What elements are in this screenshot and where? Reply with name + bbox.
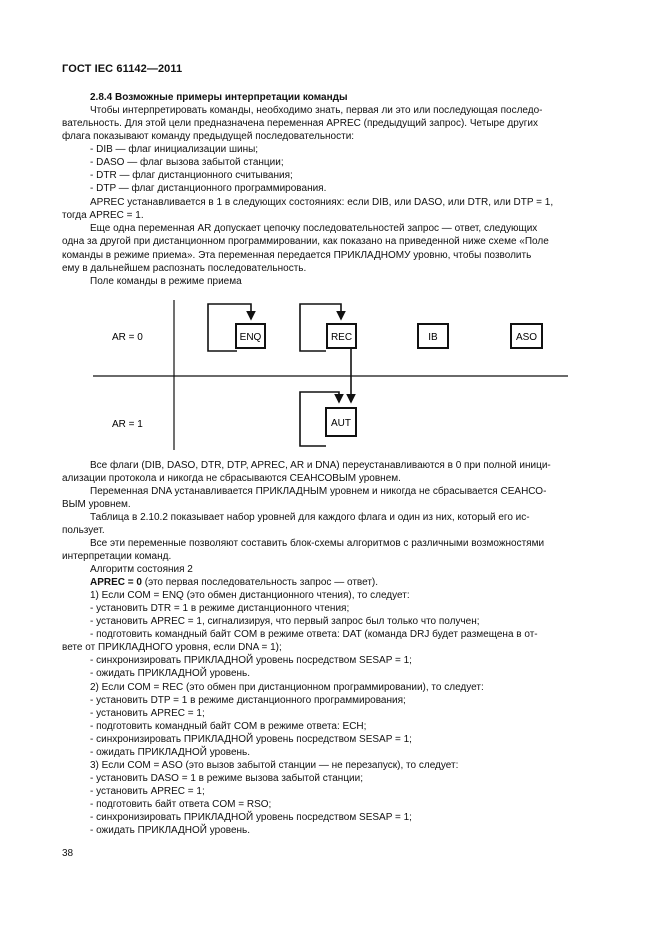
list-item: - установить DTR = 1 в режиме дистанционного чтения; [90, 603, 350, 614]
text-line: Все флаги (DIB, DASO, DTR, DTP, APREC, AR и DNA) переустанавливаются в 0 при полной иници- [90, 460, 551, 471]
list-item: - ожидать ПРИКЛАДНОЙ уровень. [90, 668, 251, 679]
aprec-bold: APREC = 0 [90, 577, 142, 588]
command-field-diagram [0, 290, 661, 450]
list-item: - подготовить командный байт COM в режиме ответа: ECH; [90, 721, 367, 732]
label-ar1: AR = 1 [112, 419, 143, 430]
text-line: ализации протокола и никогда не сбрасываются СЕАНСОВЫМ уровнем. [62, 473, 401, 484]
list-item: - установить DTP = 1 в режиме дистанционного программирования; [90, 695, 406, 706]
enq-label: ENQ [239, 332, 262, 343]
algo-step: 1) Если COM = ENQ (это обмен дистанционного чтения), то следует: [90, 590, 410, 601]
list-item: - установить APREC = 1, сигнализируя, что первый запрос был только что получен; [90, 616, 480, 627]
text-line: APREC устанавливается в 1 в следующих состояниях: если DIB, или DASO, или DTR, или DTP = 1, [90, 197, 554, 208]
aprec-rest: (это первая последовательность запрос — ответ). [141, 577, 379, 588]
ib-label: IB [428, 332, 438, 343]
list-item: - DIB — флаг инициализации шины; [90, 144, 259, 155]
text-line: Чтобы интерпретировать команды, необходимо знать, первая ли это или последующая последо- [90, 105, 543, 116]
list-item: - подготовить командный байт COM в режиме ответа: DAT (команда DRJ будет размещена в от- [90, 629, 538, 640]
aut-label: AUT [331, 418, 351, 429]
text-line: интерпретации команд. [62, 551, 172, 562]
document-header: ГОСТ IEC 61142—2011 [62, 63, 183, 75]
algo-step: 2) Если COM = REC (это обмен при дистанционном программировании), то следует: [90, 682, 484, 693]
algo-step: 3) Если COM = ASO (это вызов забытой станции — не перезапуск), то следует: [90, 760, 459, 771]
text-line: ему в дальнейшем распознать последовательность. [62, 263, 307, 274]
text-line: флага показывают команду предыдущей последовательности: [62, 131, 355, 142]
list-item: - DTP — флаг дистанционного программирования. [90, 183, 327, 194]
list-item: - установить DASO = 1 в режиме вызова забытой станции; [90, 773, 364, 784]
list-item: - установить APREC = 1; [90, 786, 205, 797]
list-item: - ожидать ПРИКЛАДНОЙ уровень. [90, 825, 251, 836]
label-ar0: AR = 0 [112, 332, 143, 343]
text-line: пользует. [62, 525, 105, 536]
section-heading: 2.8.4 Возможные примеры интерпретации команды [90, 92, 348, 103]
aso-label: ASO [515, 332, 538, 343]
list-item: - синхронизировать ПРИКЛАДНОЙ уровень посредством SESAP = 1; [90, 812, 412, 823]
aprec-line [90, 577, 378, 589]
list-item: - ожидать ПРИКЛАДНОЙ уровень. [90, 747, 251, 758]
list-item: - синхронизировать ПРИКЛАДНОЙ уровень посредством SESAP = 1; [90, 734, 412, 745]
text-line: Переменная DNA устанавливается ПРИКЛАДНЫМ уровнем и никогда не сбрасывается СЕАНСО- [90, 486, 547, 497]
text-line: команды в режиме приема». Эта переменная передается ПРИКЛАДНОМУ уровню, чтобы позволить [62, 250, 532, 261]
text-line: тогда APREC = 1. [62, 210, 144, 221]
text-line: Все эти переменные позволяют составить блок-схемы алгоритмов с различными возможностями [90, 538, 545, 549]
text-line: одна за другой при дистанционном программировании, как показано на приведенной ниже схеме «Поле [62, 236, 549, 247]
text-line: вательность. Для этой цели предназначена переменная APREC (предыдущий запрос). Четыре других [62, 118, 538, 129]
list-item: - DTR — флаг дистанционного считывания; [90, 170, 293, 181]
text-line: ВЫМ уровнем. [62, 499, 131, 510]
list-item: - установить APREC = 1; [90, 708, 205, 719]
list-item: - DASO — флаг вызова забытой станции; [90, 157, 284, 168]
text-line: Алгоритм состояния 2 [90, 564, 193, 575]
page-number: 38 [62, 848, 74, 859]
rec-label: REC [330, 332, 353, 343]
list-item: - синхронизировать ПРИКЛАДНОЙ уровень посредством SESAP = 1; [90, 655, 412, 666]
text-line: Таблица в 2.10.2 показывает набор уровней для каждого флага и один из них, который его ис- [90, 512, 530, 523]
text-line: вете от ПРИКЛАДНОГО уровня, если DNA = 1); [62, 642, 282, 653]
diagram-caption: Поле команды в режиме приема [90, 276, 242, 287]
list-item: - подготовить байт ответа COM = RSO; [90, 799, 272, 810]
text-line: Еще одна переменная AR допускает цепочку последовательностей запрос — ответ, следующих [90, 223, 538, 234]
